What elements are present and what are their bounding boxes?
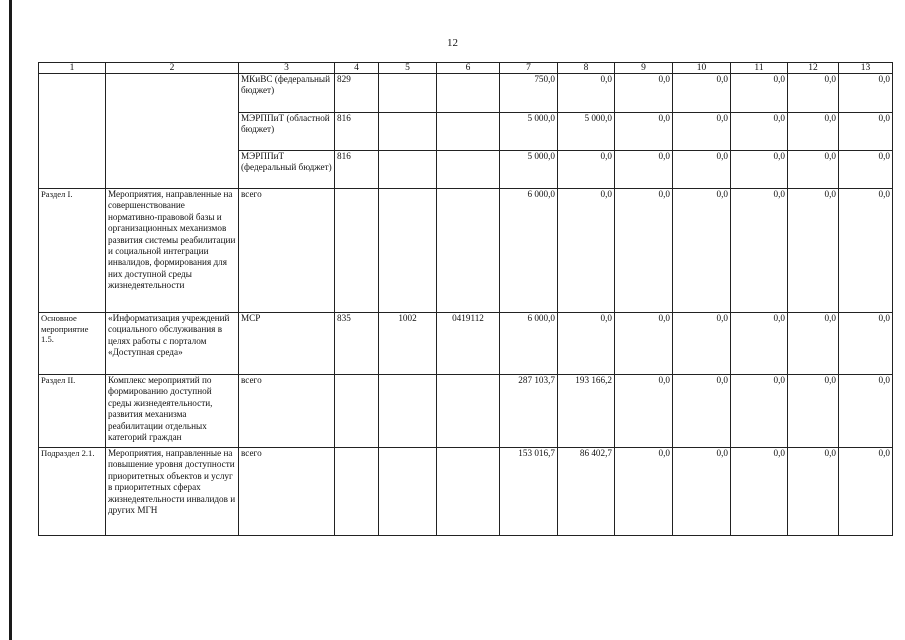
row-source-cell: МКиВС (федеральный бюджет): [239, 74, 335, 113]
row-col10-cell: 0,0: [673, 113, 731, 151]
row-col12-cell: 0,0: [788, 448, 839, 536]
row-col7-cell: 287 103,7: [500, 375, 558, 448]
header-cell: 8: [558, 63, 615, 74]
row-col8-cell: 0,0: [558, 151, 615, 189]
header-cell: 10: [673, 63, 731, 74]
table-row: [39, 375, 893, 448]
row-col4-cell: 816: [335, 113, 379, 151]
left-margin-rule: [9, 0, 12, 640]
row-col5-cell: [379, 189, 437, 313]
row-col11-cell: 0,0: [731, 151, 788, 189]
header-cell: 11: [731, 63, 788, 74]
row-col9-cell: 0,0: [615, 375, 673, 448]
row-col4-cell: 835: [335, 313, 379, 375]
budget-table: [38, 62, 893, 536]
row-col8-cell: 86 402,7: [558, 448, 615, 536]
header-cell: 9: [615, 63, 673, 74]
row-col4-cell: [335, 189, 379, 313]
header-cell: 13: [839, 63, 893, 74]
row-col12-cell: 0,0: [788, 189, 839, 313]
row-col8-cell: 5 000,0: [558, 113, 615, 151]
row-col8-cell: 0,0: [558, 74, 615, 113]
header-cell: 5: [379, 63, 437, 74]
row-col13-cell: 0,0: [839, 375, 893, 448]
row-col5-cell: 1002: [379, 313, 437, 375]
row-col7-cell: 6 000,0: [500, 313, 558, 375]
header-cell: 4: [335, 63, 379, 74]
row-col13-cell: 0,0: [839, 448, 893, 536]
row-source-cell: МЭРППиТ (федеральный бюджет): [239, 151, 335, 189]
row-source-cell: всего: [239, 189, 335, 313]
row-code-cell: Подраздел 2.1.: [39, 448, 106, 536]
row-col11-cell: 0,0: [731, 74, 788, 113]
header-cell: 2: [106, 63, 239, 74]
row-col5-cell: [379, 113, 437, 151]
row-source-cell: всего: [239, 448, 335, 536]
header-row: [39, 63, 893, 74]
row-col10-cell: 0,0: [673, 313, 731, 375]
row-col5-cell: [379, 74, 437, 113]
row-col6-cell: 0419112: [437, 313, 500, 375]
row-col10-cell: 0,0: [673, 74, 731, 113]
header-cell: 6: [437, 63, 500, 74]
row-col9-cell: 0,0: [615, 113, 673, 151]
row-source-cell: МЭРППиТ (областной бюджет): [239, 113, 335, 151]
row-col6-cell: [437, 189, 500, 313]
row-description-cell: «Информатизация учреждений социального обслуживания в целях работы с порталом «Доступная среда»: [106, 313, 239, 375]
row-col5-cell: [379, 151, 437, 189]
row-code-cell: Раздел I.: [39, 189, 106, 313]
row-col12-cell: 0,0: [788, 113, 839, 151]
row-col12-cell: 0,0: [788, 74, 839, 113]
header-cell: 7: [500, 63, 558, 74]
header-cell: 1: [39, 63, 106, 74]
row-col11-cell: 0,0: [731, 313, 788, 375]
row-col6-cell: [437, 375, 500, 448]
row-col10-cell: 0,0: [673, 189, 731, 313]
row-description-cell: Комплекс мероприятий по формированию доступной среды жизнедеятельности, развития механизма реабилитации отдельных категорий граждан: [106, 375, 239, 448]
row-col9-cell: 0,0: [615, 74, 673, 113]
table-row: [39, 74, 893, 113]
row-col13-cell: 0,0: [839, 113, 893, 151]
row-col13-cell: 0,0: [839, 313, 893, 375]
row-col4-cell: 816: [335, 151, 379, 189]
row-col10-cell: 0,0: [673, 448, 731, 536]
row-col6-cell: [437, 113, 500, 151]
row-source-cell: МСР: [239, 313, 335, 375]
row-source-cell: всего: [239, 375, 335, 448]
row-col13-cell: 0,0: [839, 74, 893, 113]
row-col11-cell: 0,0: [731, 113, 788, 151]
row-col8-cell: 0,0: [558, 313, 615, 375]
row-col13-cell: 0,0: [839, 151, 893, 189]
header-cell: 12: [788, 63, 839, 74]
table-row: [39, 189, 893, 313]
row-col9-cell: 0,0: [615, 448, 673, 536]
header-cell: 3: [239, 63, 335, 74]
row-col6-cell: [437, 74, 500, 113]
row-col11-cell: 0,0: [731, 448, 788, 536]
row-col9-cell: 0,0: [615, 189, 673, 313]
row-col10-cell: 0,0: [673, 375, 731, 448]
row-col11-cell: 0,0: [731, 189, 788, 313]
table-row: [39, 448, 893, 536]
row-description-cell: [106, 74, 239, 189]
row-description-cell: Мероприятия, направленные на повышение уровня доступности приоритетных объектов и услуг в приоритетных сферах жизнедеятельности инвалидов и других МГН: [106, 448, 239, 536]
row-col9-cell: 0,0: [615, 151, 673, 189]
row-col5-cell: [379, 448, 437, 536]
row-col5-cell: [379, 375, 437, 448]
row-col9-cell: 0,0: [615, 313, 673, 375]
row-col7-cell: 6 000,0: [500, 189, 558, 313]
row-col7-cell: 5 000,0: [500, 113, 558, 151]
row-col4-cell: 829: [335, 74, 379, 113]
row-col7-cell: 153 016,7: [500, 448, 558, 536]
row-col12-cell: 0,0: [788, 313, 839, 375]
row-col4-cell: [335, 448, 379, 536]
table-row: [39, 313, 893, 375]
row-col6-cell: [437, 448, 500, 536]
row-col8-cell: 193 166,2: [558, 375, 615, 448]
row-description-cell: Мероприятия, направленные на совершенствование нормативно-правовой базы и организационных механизмов развития системы реабилитации и социальной интеграции инвалидов, формирования для них доступной среды жизнедеятельности: [106, 189, 239, 313]
row-col12-cell: 0,0: [788, 151, 839, 189]
row-code-cell: [39, 74, 106, 189]
row-col7-cell: 750,0: [500, 74, 558, 113]
row-code-cell: Раздел II.: [39, 375, 106, 448]
row-col11-cell: 0,0: [731, 375, 788, 448]
page-number: 12: [447, 37, 458, 49]
row-col10-cell: 0,0: [673, 151, 731, 189]
row-col13-cell: 0,0: [839, 189, 893, 313]
row-col12-cell: 0,0: [788, 375, 839, 448]
row-code-cell: Основное мероприятие 1.5.: [39, 313, 106, 375]
row-col8-cell: 0,0: [558, 189, 615, 313]
row-col4-cell: [335, 375, 379, 448]
row-col7-cell: 5 000,0: [500, 151, 558, 189]
row-col6-cell: [437, 151, 500, 189]
